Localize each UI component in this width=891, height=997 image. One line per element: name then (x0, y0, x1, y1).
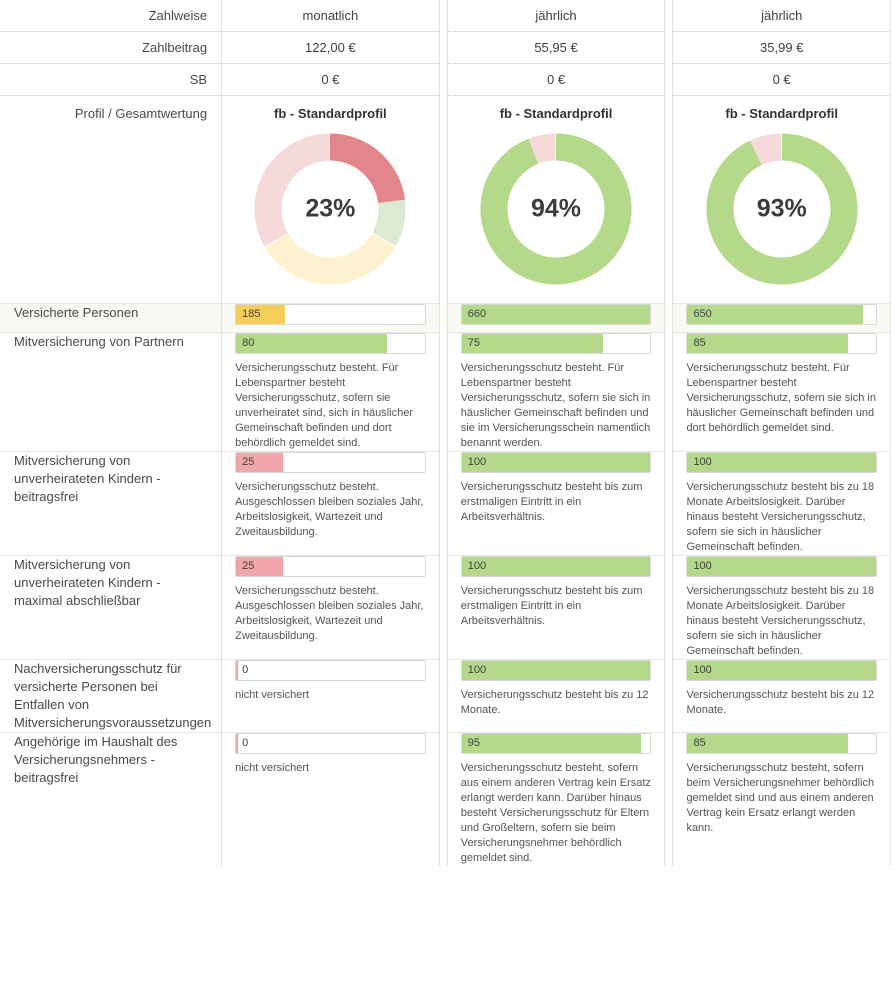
score-value: 660 (467, 308, 487, 320)
criteria-description: Versicherungsschutz besteht bis zu 12 Monate. (686, 689, 875, 716)
criteria-cell (447, 733, 665, 867)
criteria-description: Versicherungsschutz besteht. Für Lebenspartner besteht Versicherungsschutz, sofern sie unverheiratet sind, sich in häuslicher Gemeinschaft befinden und dort behördlich gemeldet sind. (235, 362, 414, 449)
score-bar (235, 556, 426, 577)
score-bar-fill (687, 334, 847, 353)
column-gap (665, 556, 673, 660)
summary-value: 55,95 € (447, 32, 665, 64)
score-value: 85 (693, 737, 706, 749)
criteria-label: Versicherte Personen (0, 304, 222, 333)
score-bar-fill (236, 661, 238, 680)
score-value: 85 (693, 337, 706, 349)
score-bar-fill (462, 734, 641, 753)
score-bar (461, 333, 652, 354)
criteria-row (0, 733, 891, 867)
criteria-description: nicht versichert (235, 689, 310, 701)
criteria-description: Versicherungsschutz besteht, sofern aus einem anderen Vertrag kein Ersatz erlangt werden kann. Darüber hinaus besteht Versicherungsschutz für Eltern und Großeltern, sofern sie beim Versicherungsnehmer behördlich gemeldet sind. (460, 762, 651, 864)
score-donut-chart (476, 129, 636, 289)
score-percent-label: 93% (756, 194, 807, 223)
score-bar-fill (462, 334, 603, 353)
score-bar (686, 660, 877, 681)
score-bar (235, 304, 426, 325)
summary-value: 35,99 € (673, 32, 891, 64)
score-value: 75 (467, 337, 481, 349)
column-gap (665, 660, 673, 733)
score-bar-fill (687, 734, 847, 753)
column-gap (665, 733, 673, 867)
column-gap (665, 333, 673, 452)
criteria-cell (447, 452, 665, 556)
criteria-cell (673, 733, 891, 867)
score-bar-fill (236, 734, 238, 753)
criteria-label: Nachversicherungsschutz für versicherte Personen bei Entfallen von Mitversicherungsvoraussetzungen (0, 660, 222, 733)
summary-row (0, 0, 891, 32)
score-bar-fill (687, 305, 862, 324)
score-value: 100 (467, 560, 487, 572)
summary-row (0, 32, 891, 64)
score-bar (235, 733, 426, 754)
score-bar-fill (687, 453, 876, 472)
column-gap (665, 32, 673, 64)
profile-title: fb - Standardprofil (499, 106, 613, 121)
score-bar-fill (462, 557, 651, 576)
criteria-cell (222, 333, 440, 452)
profile-title: fb - Standardprofil (274, 106, 387, 121)
score-value: 0 (242, 737, 249, 749)
criteria-label: Mitversicherung von unverheirateten Kindern - maximal abschließbar (0, 556, 222, 660)
criteria-label: Mitversicherung von unverheirateten Kindern - beitragsfrei (0, 452, 222, 556)
criteria-cell (447, 660, 665, 733)
criteria-label: Angehörige im Haushalt des Versicherungsnehmers - beitragsfrei (0, 733, 222, 867)
score-bar (686, 333, 877, 354)
criteria-description: Versicherungsschutz besteht. Ausgeschlossen bleiben soziales Jahr, Arbeitslosigkeit, Wartezeit und Zweitausbildung. (235, 481, 424, 538)
score-value: 100 (467, 456, 487, 468)
column-gap (665, 304, 673, 333)
score-value: 95 (467, 737, 481, 749)
criteria-cell (447, 333, 665, 452)
summary-value: jährlich (447, 0, 665, 32)
score-value: 185 (242, 308, 261, 320)
summary-section (0, 0, 891, 96)
column-gap (665, 452, 673, 556)
criteria-description: Versicherungsschutz besteht bis zum erstmaligen Eintritt in ein Arbeitsverhältnis. (460, 481, 643, 523)
summary-value: 0 € (222, 64, 440, 96)
score-percent-label: 23% (305, 194, 356, 223)
profile-cell (447, 96, 665, 304)
summary-row-label: SB (0, 64, 222, 96)
column-gap (665, 96, 673, 304)
score-bar-fill (687, 661, 876, 680)
score-percent-label: 94% (530, 194, 582, 223)
criteria-cell (673, 304, 891, 333)
score-value: 80 (242, 337, 255, 349)
column-gap (439, 452, 447, 556)
criteria-description: nicht versichert (235, 762, 310, 774)
criteria-row (0, 304, 891, 333)
summary-value: 0 € (447, 64, 665, 96)
column-gap (439, 0, 447, 32)
column-gap (439, 32, 447, 64)
criteria-cell (673, 333, 891, 452)
column-gap (665, 64, 673, 96)
criteria-cell (222, 304, 440, 333)
criteria-row (0, 556, 891, 660)
score-bar-fill (462, 453, 651, 472)
score-bar (461, 733, 652, 754)
criteria-row (0, 660, 891, 733)
score-value: 0 (242, 664, 249, 676)
criteria-description: Versicherungsschutz besteht bis zu 18 Monate Arbeitslosigkeit. Darüber hinaus besteht Versicherungsschutz, sofern sie sich in häuslicher Gemeinschaft befinden. (686, 585, 875, 657)
criteria-cell (222, 733, 440, 867)
column-gap (439, 556, 447, 660)
criteria-cell (673, 452, 891, 556)
score-bar (686, 556, 877, 577)
criteria-description: Versicherungsschutz besteht. Ausgeschlossen bleiben soziales Jahr, Arbeitslosigkeit, Wartezeit und Zweitausbildung. (235, 585, 424, 642)
score-bar-fill (462, 305, 651, 324)
criteria-section (0, 304, 891, 867)
score-value: 100 (693, 456, 712, 468)
column-gap (665, 0, 673, 32)
score-bar (686, 452, 877, 473)
score-bar-fill (462, 661, 651, 680)
score-bar (235, 452, 426, 473)
score-donut-chart (702, 129, 862, 289)
column-gap (439, 64, 447, 96)
score-bar (686, 304, 877, 325)
criteria-cell (222, 556, 440, 660)
summary-row (0, 64, 891, 96)
criteria-cell (673, 660, 891, 733)
summary-value: jährlich (673, 0, 891, 32)
criteria-description: Versicherungsschutz besteht. Für Lebenspartner besteht Versicherungsschutz, sofern sie sich in häuslicher Gemeinschaft befinden und dort behördlich gemeldet sind. (686, 362, 876, 434)
score-value: 650 (693, 308, 712, 320)
criteria-cell (222, 660, 440, 733)
profile-section (0, 96, 891, 304)
column-gap (439, 333, 447, 452)
score-bar-fill (687, 557, 876, 576)
score-bar (686, 733, 877, 754)
criteria-cell (673, 556, 891, 660)
criteria-description: Versicherungsschutz besteht bis zum erstmaligen Eintritt in ein Arbeitsverhältnis. (460, 585, 643, 627)
criteria-cell (222, 452, 440, 556)
column-gap (439, 96, 447, 304)
summary-row-label: Zahlbeitrag (0, 32, 222, 64)
criteria-row (0, 452, 891, 556)
score-bar (461, 556, 652, 577)
score-value: 100 (693, 560, 712, 572)
summary-value: monatlich (222, 0, 440, 32)
score-bar (235, 660, 426, 681)
summary-row-label: Zahlweise (0, 0, 222, 32)
column-gap (439, 304, 447, 333)
profile-cell (222, 96, 440, 304)
criteria-row (0, 333, 891, 452)
score-bar (461, 452, 652, 473)
criteria-description: Versicherungsschutz besteht bis zu 12 Monate. (460, 689, 649, 716)
column-gap (439, 733, 447, 867)
score-bar (235, 333, 426, 354)
criteria-description: Versicherungsschutz besteht. Für Lebenspartner besteht Versicherungsschutz, sofern sie sich in häuslicher Gemeinschaft befinden und sie im Versicherungsschein namentlich benannt werden. (460, 362, 651, 449)
criteria-description: Versicherungsschutz besteht bis zu 18 Monate Arbeitslosigkeit. Darüber hinaus besteht Versicherungsschutz, sofern sie sich in häuslicher Gemeinschaft befinden. (686, 481, 875, 553)
score-value: 25 (242, 560, 255, 572)
profile-title: fb - Standardprofil (725, 106, 839, 121)
criteria-label: Mitversicherung von Partnern (0, 333, 222, 452)
score-bar-fill (236, 334, 387, 353)
profile-cell (673, 96, 891, 304)
score-value: 100 (467, 664, 487, 676)
criteria-cell (447, 556, 665, 660)
criteria-description: Versicherungsschutz besteht, sofern beim Versicherungsnehmer behördlich gemeldet sind und aus einem anderen Vertrag kein Ersatz erlangt werden kann. (686, 762, 875, 834)
score-bar (461, 304, 652, 325)
summary-value: 0 € (673, 64, 891, 96)
criteria-cell (447, 304, 665, 333)
score-value: 100 (693, 664, 712, 676)
profile-row (0, 96, 891, 304)
profile-row-label: Profil / Gesamtwertung (74, 106, 208, 121)
score-value: 25 (242, 456, 255, 468)
score-donut-chart (250, 129, 410, 289)
summary-value: 122,00 € (222, 32, 440, 64)
column-gap (439, 660, 447, 733)
score-bar (461, 660, 652, 681)
